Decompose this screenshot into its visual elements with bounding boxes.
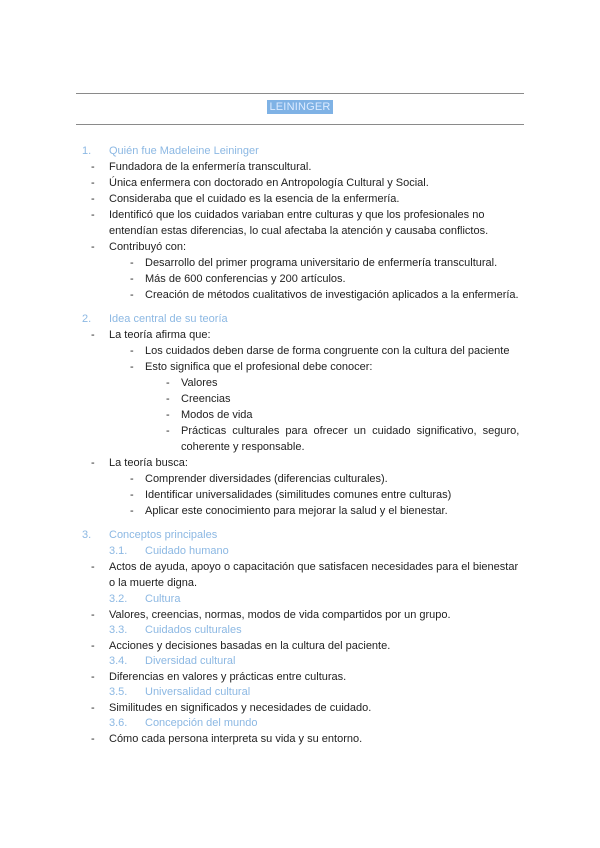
bullet-dash: - <box>91 161 95 173</box>
concept-heading: Diversidad cultural <box>145 655 236 667</box>
document-title: LEININGER <box>269 101 331 113</box>
bullet-dash: - <box>91 733 95 745</box>
bullet-dash: - <box>130 505 134 517</box>
concept-number: 3.5. <box>109 686 128 698</box>
sub-list-item: Identificar universalidades (similitudes comunes entre culturas) <box>145 489 452 501</box>
list-item-continuation: entendían estas diferencias, lo cual afectaba la atención y causaba conflictos. <box>109 225 489 237</box>
list-item: Consideraba que el cuidado es la esencia de la enfermería. <box>109 193 400 205</box>
concept-heading: Cuidado humano <box>145 545 229 557</box>
concept-number: 3.1. <box>109 545 128 557</box>
bullet-dash: - <box>91 640 95 652</box>
concept-number: 3.4. <box>109 655 128 667</box>
bullet-dash: - <box>130 289 134 301</box>
sub-list-item: Más de 600 conferencias y 200 artículos. <box>145 273 346 285</box>
sub-sub-list-item: Valores <box>181 377 218 389</box>
bullet-dash: - <box>91 329 95 341</box>
sub-sub-list-item: Modos de vida <box>181 409 253 421</box>
concept-description: Diferencias en valores y prácticas entre culturas. <box>109 671 347 683</box>
concept-number: 3.3. <box>109 624 128 636</box>
list-item: Contribuyó con: <box>109 241 187 253</box>
concept-heading: Cuidados culturales <box>145 624 242 636</box>
section-heading: Conceptos principales <box>109 529 218 541</box>
bullet-dash: - <box>166 377 170 389</box>
bullet-dash: - <box>130 273 134 285</box>
bullet-dash: - <box>91 702 95 714</box>
concept-heading: Universalidad cultural <box>145 686 251 698</box>
section-number: 2. <box>82 313 92 325</box>
sub-sub-list-item: Prácticas culturales para ofrecer un cuidado significativo, seguro, <box>181 425 520 437</box>
bullet-dash: - <box>166 409 170 421</box>
sub-list-item: Creación de métodos cualitativos de investigación aplicados a la enfermería. <box>145 289 519 301</box>
bullet-dash: - <box>166 425 170 437</box>
section-heading: Idea central de su teoría <box>109 313 228 325</box>
concept-number: 3.6. <box>109 717 128 729</box>
bullet-dash: - <box>130 489 134 501</box>
concept-description-continuation: o la muerte digna. <box>109 577 198 589</box>
bullet-dash: - <box>130 361 134 373</box>
bottom-rule <box>76 124 524 125</box>
list-item: La teoría busca: <box>109 457 188 469</box>
section-number: 1. <box>82 145 92 157</box>
sub-list-item: Comprender diversidades (diferencias culturales). <box>145 473 388 485</box>
list-item: La teoría afirma que: <box>109 329 211 341</box>
bullet-dash: - <box>130 257 134 269</box>
bullet-dash: - <box>166 393 170 405</box>
bullet-dash: - <box>91 457 95 469</box>
concept-description: Acciones y decisiones basadas en la cultura del paciente. <box>109 640 391 652</box>
concept-description: Similitudes en significados y necesidades de cuidado. <box>109 702 372 714</box>
sub-list-item: Aplicar este conocimiento para mejorar la salud y el bienestar. <box>145 505 448 517</box>
sub-sub-list-item: Creencias <box>181 393 231 405</box>
list-item: Única enfermera con doctorado en Antropología Cultural y Social. <box>109 177 429 189</box>
sub-list-item: Esto significa que el profesional debe conocer: <box>145 361 373 373</box>
bullet-dash: - <box>91 561 95 573</box>
section-number: 3. <box>82 529 92 541</box>
bullet-dash: - <box>91 241 95 253</box>
concept-heading: Cultura <box>145 593 181 605</box>
sub-list-item: Los cuidados deben darse de forma congruente con la cultura del paciente <box>145 345 510 357</box>
bullet-dash: - <box>91 177 95 189</box>
section-heading: Quién fue Madeleine Leininger <box>109 145 259 157</box>
concept-heading: Concepción del mundo <box>145 717 258 729</box>
bullet-dash: - <box>130 345 134 357</box>
bullet-dash: - <box>91 671 95 683</box>
concept-description: Valores, creencias, normas, modos de vida compartidos por un grupo. <box>109 609 451 621</box>
list-item: Fundadora de la enfermería transcultural. <box>109 161 312 173</box>
bullet-dash: - <box>91 609 95 621</box>
top-rule <box>76 93 524 94</box>
sub-list-item: Desarrollo del primer programa universitario de enfermería transcultural. <box>145 257 498 269</box>
bullet-dash: - <box>91 193 95 205</box>
concept-description: Cómo cada persona interpreta su vida y su entorno. <box>109 733 363 745</box>
title-area <box>76 100 524 114</box>
concept-description: Actos de ayuda, apoyo o capacitación que satisfacen necesidades para el bienestar <box>109 561 519 573</box>
bullet-dash: - <box>91 209 95 221</box>
bullet-dash: - <box>130 473 134 485</box>
sub-sub-list-item-continuation: coherente y responsable. <box>181 441 305 453</box>
concept-number: 3.2. <box>109 593 128 605</box>
list-item: Identificó que los cuidados variaban entre culturas y que los profesionales no <box>109 209 485 221</box>
